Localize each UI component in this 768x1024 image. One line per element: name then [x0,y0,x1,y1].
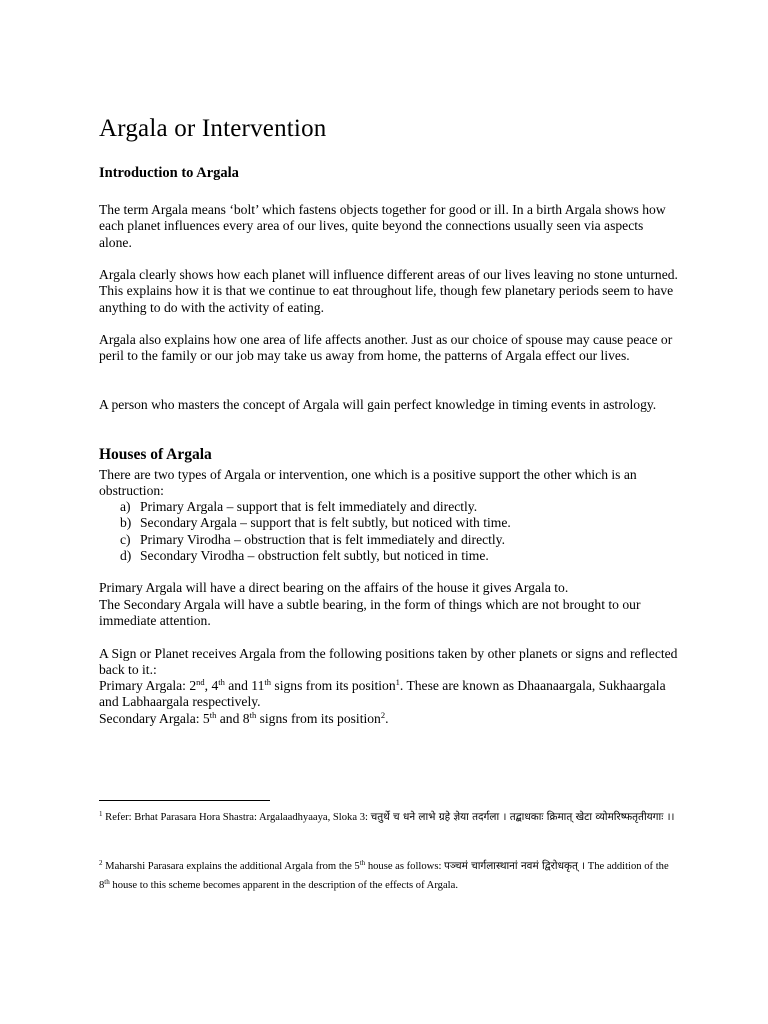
page-title: Argala or Intervention [99,115,327,142]
houses-heading: Houses of Argala [99,446,212,463]
intro-paragraph-3: Argala also explains how one area of life affects another. Just as our choice of spouse may cause peace or peril to the family or our job may take us away from home, the patterns of Argala effect our lives. [99,332,673,364]
list-item: a) Primary Argala – support that is felt immediately and directly. [120,499,478,514]
footnote-separator [99,800,270,801]
list-item: c) Primary Virodha – obstruction that is felt immediately and directly. [120,531,505,547]
intro-paragraph-2: Argala clearly shows how each planet will influence different areas of our lives leaving no stone unturned. This explains how it is that we continue to eat throughout life, though few planetary periods seem to have anything to do with the activity of eating. [99,267,678,315]
argala-types-list [120,499,680,564]
secondary-argala-paragraph: The Secondary Argala will have a subtle bearing, in the form of things which are not brought to our immediate attention. [99,597,641,629]
primary-argala-line: Primary Argala: 2nd, 4th and 11th signs from its position$^1$. These are known as Dhaanaargala, Sukhaargala and Labhaargala respectively. [99,677,666,710]
footnote-ref-2[interactable]: 2 [380,710,386,720]
footnote-2: $^2$ Maharshi Parasara explains the additional Argala from the 5th house as follows: पञ्चमं चार्गलास्थानां नवमं द्विरोधकृत् । The addition of the 8th house to this scheme becomes apparent in the description of the effects of Argala. [99,859,669,891]
footnote-1: $^1$ Refer: Brhat Parasara Hora Shastra: Argalaadhyaaya, Sloka 3: चतुर्थे च धने लाभे ग्रहे ज्ञेया तदर्गला । तद्बाधकाः क्रिमात् खेटा व्योमरिष्फतृतीयगाः ।। [99,810,675,823]
list-item: b) Secondary Argala – support that is felt subtly, but noticed with time. [120,515,511,531]
sign-argala-paragraph: A Sign or Planet receives Argala from the following positions taken by other planets or signs and reflected back to it.: [99,646,678,678]
footnote-ref-1[interactable]: 1 [395,677,400,687]
intro-paragraph-4: A person who masters the concept of Argala will gain perfect knowledge in timing events in astrology. [99,397,657,412]
secondary-argala-line: Secondary Argala: 5th and 8th signs from its position$^2$. [99,710,389,726]
primary-argala-paragraph: Primary Argala will have a direct bearing on the affairs of the house it gives Argala to. [99,580,569,595]
list-item: d) Secondary Virodha – obstruction felt subtly, but noticed in time. [120,547,489,563]
houses-lead: There are two types of Argala or intervention, one which is a positive support the other which is an obstruction: [99,467,637,499]
intro-paragraph-1: The term Argala means ‘bolt’ which fastens objects together for good or ill. In a birth Argala shows how each planet influences every area of our lives, quite beyond the connections usually seen via aspects alone. [99,202,666,250]
intro-heading: Introduction to Argala [99,165,239,181]
